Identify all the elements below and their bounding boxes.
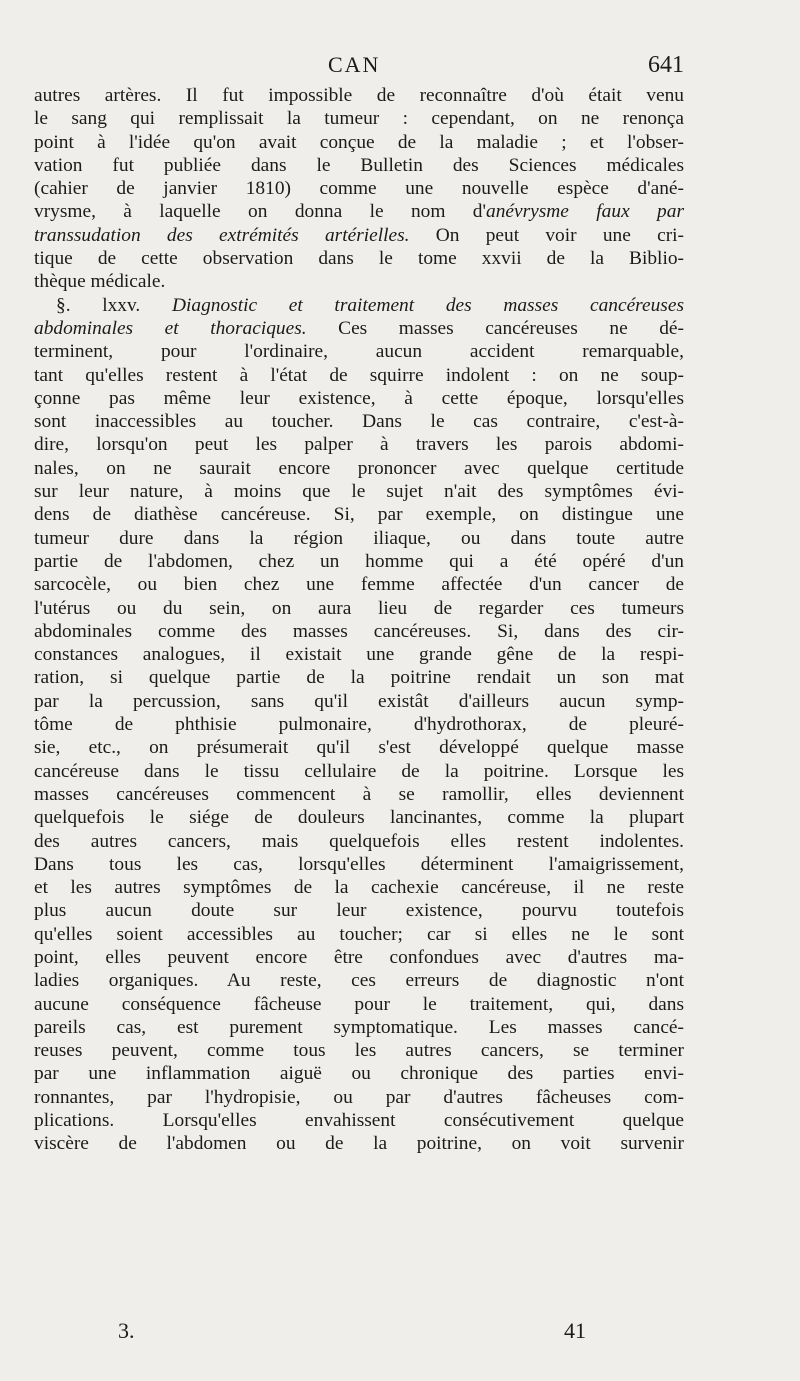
text-line: l'utérus ou du sein, on aura lieu de regarder ces tumeurs — [34, 597, 684, 619]
page-footer — [36, 1318, 684, 1348]
text-line: ronnantes, par l'hydropisie, ou par d'autres fâcheuses com- — [34, 1086, 684, 1108]
text-line: masses cancéreuses commencent à se ramollir, elles deviennent — [34, 783, 684, 805]
text-line: Dans tous les cas, lorsqu'elles déterminent l'amaigrissement, — [34, 853, 684, 875]
text-line: dire, lorsqu'on peut les palper à travers les parois abdomi- — [34, 434, 684, 456]
text-line: plications. Lorsqu'elles envahissent consécutivement quelque — [34, 1110, 684, 1132]
text-line: sur leur nature, à moins que le sujet n'ait des symptômes évi- — [34, 481, 684, 503]
text-line: sie, etc., on présumerait qu'il s'est développé quelque masse — [34, 737, 684, 759]
page-number: 641 — [648, 52, 684, 78]
text-line: des autres cancers, mais quelquefois elles restent indolentes. — [34, 830, 684, 852]
text-line: tôme de phthisie pulmonaire, d'hydrothorax, de pleuré- — [34, 714, 684, 736]
text-line: point à l'idée qu'on avait conçue de la maladie ; et l'obser- — [34, 131, 684, 153]
text-line: thèque médicale. — [34, 271, 166, 293]
text-line: ladies organiques. Au reste, ces erreurs de diagnostic n'ont — [34, 970, 684, 992]
section-heading-line — [34, 294, 684, 317]
section-number: §. lxxv. — [56, 294, 141, 316]
text-line: par la percussion, sans qu'il existât d'ailleurs aucun symp- — [34, 690, 684, 712]
text-line: terminent, pour l'ordinaire, aucun accident remarquable, — [34, 341, 684, 363]
text-line: autres artères. Il fut impossible de reconnaître d'où était venu — [34, 85, 684, 106]
text-line: et les autres symptômes de la cachexie cancéreuse, il ne reste — [34, 877, 684, 899]
text-line: abdominales et thoraciques. Ces masses cancéreuses ne dé- — [34, 317, 684, 339]
text-line: cancéreuse dans le tissu cellulaire de la poitrine. Lorsque les — [34, 760, 684, 782]
text-line: aucune conséquence fâcheuse pour le traitement, qui, dans — [34, 993, 684, 1015]
text-line: partie de l'abdomen, chez un homme qui a été opéré d'un — [34, 550, 684, 572]
text-line: vrysme, à laquelle on donna le nom d'anévrysme faux par — [34, 201, 684, 223]
text-line: reuses peuvent, comme tous les autres cancers, se terminer — [34, 1040, 684, 1062]
page-header — [36, 52, 684, 82]
text-line: ration, si quelque partie de la poitrine rendait un son mat — [34, 667, 684, 689]
gathering-signature: 41 — [564, 1318, 586, 1343]
text-line: qu'elles soient accessibles au toucher; car si elles ne le sont — [34, 923, 684, 945]
text-line: transsudation des extrémités artérielles. On peut voir une cri- — [34, 224, 684, 246]
text-line: plus aucun doute sur leur existence, pourvu toutefois — [34, 900, 684, 922]
italic-term: anévrysme faux par — [486, 201, 684, 223]
italic-term: transsudation des extrémités artérielles. — [34, 224, 410, 246]
section-title: Diagnostic et traitement des masses cancéreuses — [171, 294, 684, 316]
text-line: abdominales comme des masses cancéreuses. Si, dans des cir- — [34, 620, 684, 642]
text-line: (cahier de janvier 1810) comme une nouvelle espèce d'ané- — [34, 178, 684, 200]
text-line: quelquefois le siége de douleurs lancinantes, comme la plupart — [34, 807, 684, 829]
text-line: constances analogues, il existait une grande gêne de la respi- — [34, 644, 684, 666]
text-line: sarcocèle, ou bien chez une femme affectée d'un cancer de — [34, 574, 684, 596]
text-line: le sang qui remplissait la tumeur : cependant, on ne renonça — [34, 108, 684, 130]
section-title-cont: abdominales et thoraciques. — [34, 317, 307, 339]
text-line: vation fut publiée dans le Bulletin des Sciences médicales — [34, 154, 684, 176]
text-line: nales, on ne saurait encore prononcer avec quelque certitude — [34, 457, 684, 479]
text-line: tique de cette observation dans le tome xxvii de la Biblio- — [34, 248, 684, 270]
text-line: dens de diathèse cancéreuse. Si, par exemple, on distingue une — [34, 504, 684, 526]
text-line: çonne pas même leur existence, à cette époque, lorsqu'elles — [34, 387, 684, 409]
body-text — [34, 84, 684, 1156]
text-line: viscère de l'abdomen ou de la poitrine, on voit survenir — [34, 1133, 684, 1155]
text-line: point, elles peuvent encore être confondues avec d'autres ma- — [34, 946, 684, 968]
text-line: par une inflammation aiguë ou chronique des parties envi- — [34, 1063, 684, 1085]
running-head: CAN — [328, 52, 381, 77]
text-line: pareils cas, est purement symptomatique. Les masses cancé- — [34, 1016, 684, 1038]
text-line: tant qu'elles restent à l'état de squirre indolent : on ne soup- — [34, 364, 684, 386]
text-line: sont inaccessibles au toucher. Dans le cas contraire, c'est-à- — [34, 411, 684, 433]
text-line: tumeur dure dans la région iliaque, ou dans toute autre — [34, 527, 684, 549]
volume-signature: 3. — [118, 1318, 135, 1343]
